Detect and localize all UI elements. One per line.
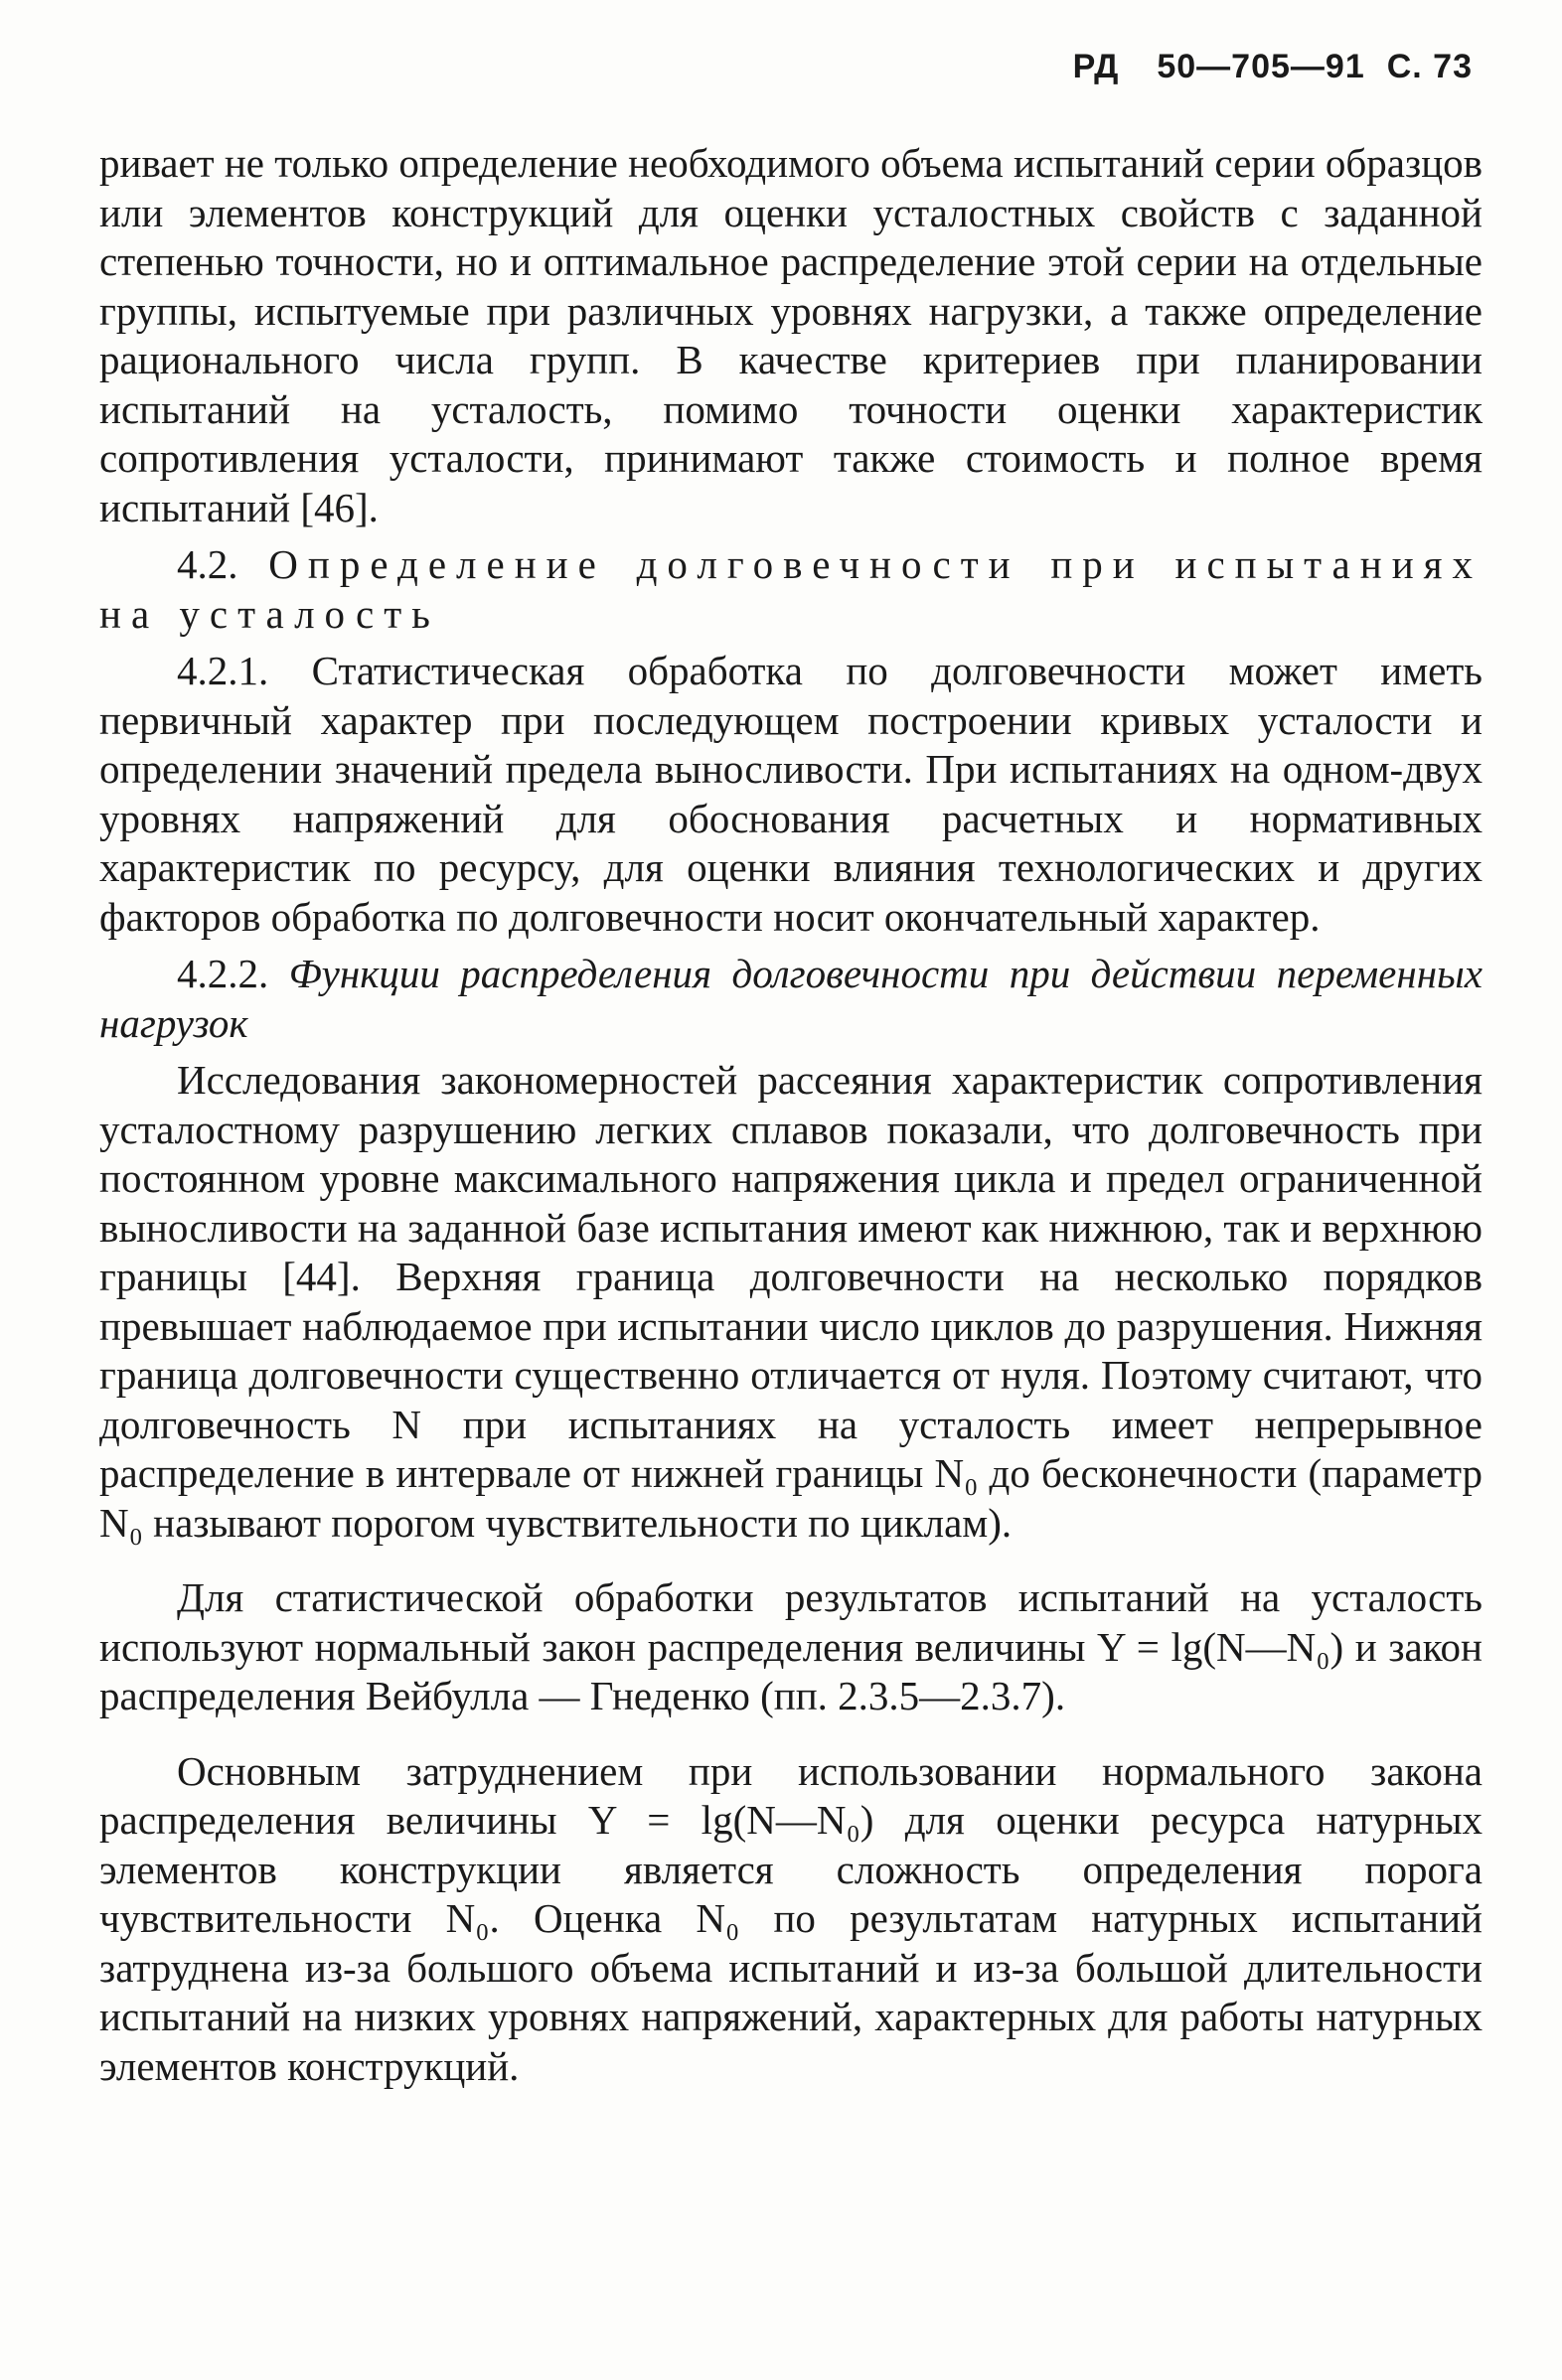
subsection-title: Функции распределения долговечности при действии переменных нагрузок: [99, 951, 1484, 1046]
paragraph-4-2-1: 4.2.1. Статистическая обработка по долговечности может иметь первичный характер при последующем построении кривых усталости и определении значений предела выносливости. При испытаниях на одном-двух уровнях напряжений для обоснования расчетных и нормативных характеристик по ресурсу, для оценки влияния технологических и других факторов обработка по долговечности носит окончательный характер.: [99, 648, 1483, 940]
paragraph-statistical-processing: Для статистической обработки результатов испытаний на усталость используют нормальный закон распределения величины Y = lg(N—N₀) и закон распределения Вейбулла — Гнеденко (пп. 2.3.5—2.3.7).: [99, 1574, 1483, 1718]
section-title: Определение долговечности при испытаниях на усталость: [99, 541, 1483, 637]
section-heading-4-2-2: [99, 950, 1483, 1048]
paragraph-research: Исследования закономерностей рассеяния характеристик сопротивления усталостному разрушению легких сплавов показали, что долговечность при постоянном уровне максимального напряжения цикла и предел ограниченной выносливости на заданной базе испытания имеют как нижнюю, так и верхнюю границы [44]. Верхняя граница долговечности на несколько порядков превышает наблюдаемое при испытании число циклов до разрушения. Нижняя граница долговечности существенно отличается от нуля. Поэтому считают, что долговечность N при испытаниях на усталость имеет непрерывное распределение в интервале от нижней границы N₀ до бесконечности (параметр N₀ называют порогом чувствительности по циклам).: [99, 1057, 1483, 1546]
paragraph-continuation: ривает не только определение необходимого объема испытаний серии образцов или элементов конструкций для оценки усталостных свойств с заданной степенью точности, но и оптимальное распределение этой серии на отдельные группы, испытуемые при различных уровнях нагрузки, а также определение рационального числа групп. В качестве критериев при планировании испытаний на усталость, помимо точности оценки характеристик сопротивления усталости, принимают также стоимость и полное время испытаний [46].: [99, 140, 1483, 530]
document-code: РД: [1072, 48, 1120, 85]
body-text: [99, 139, 1483, 2091]
subsection-number: 4.2.2.: [177, 951, 269, 996]
section-number: 4.2.: [177, 541, 238, 587]
page-number: С. 73: [1386, 48, 1473, 85]
running-header: [1073, 48, 1473, 86]
section-heading-4-2: [99, 540, 1483, 639]
document-number: 50—705—91: [1157, 48, 1365, 85]
paragraph-main-difficulty: Основным затруднением при использовании нормального закона распределения величины Y = lg(N—N₀) для оценки ресурса натурных элементов конструкции является сложность определения порога чувствительности N₀. Оценка N₀ по результатам натурных испытаний затруднена из-за большого объема испытаний и из-за большой длительности испытаний на низких уровнях напряжений, характерных для работы натурных элементов конструкций.: [99, 1747, 1483, 2089]
